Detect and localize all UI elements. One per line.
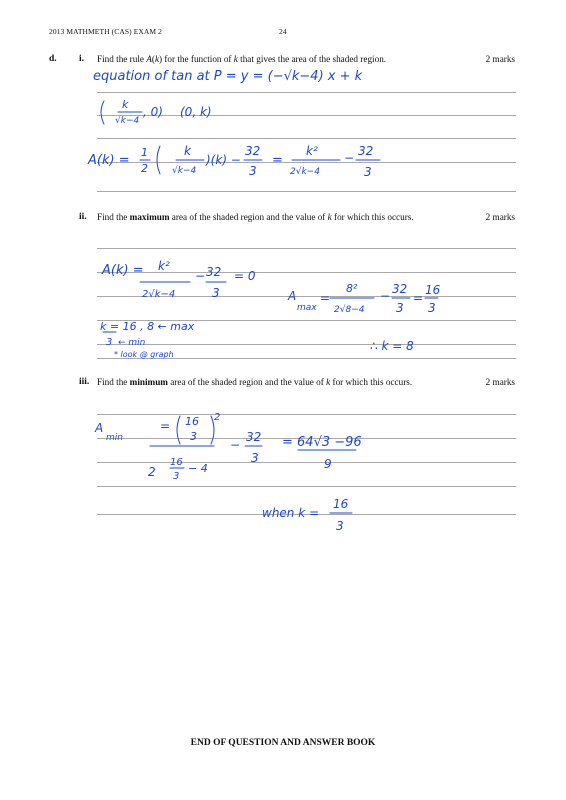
hw-iii-minus: − [230,438,241,452]
question-i-number: i. [79,54,85,64]
answer-line [97,414,516,415]
answer-line [97,92,516,93]
answer-line [97,514,516,515]
hw-when-k: when k = [262,506,320,520]
hw-32: 32 [245,144,261,158]
hw-ii-3b: 3 [396,301,404,315]
answer-line [97,462,516,463]
hw-therefore: ∴ k = 8 [370,339,414,353]
hw-2root8: 2√8−4 [334,305,365,315]
hw-times-k: )(k) − [206,153,241,167]
end-of-book-footer: END OF QUESTION AND ANSWER BOOK [190,738,376,748]
answer-line [97,486,516,487]
hw-ii-2root: 2√k−4 [142,289,176,300]
hw-half-den: 2 [141,162,148,175]
hw-3: 3 [249,164,257,178]
hw-ii-minus: − [195,269,206,283]
hw-over3: 3 [106,337,113,348]
answer-line [97,162,516,163]
hw-area-rule-lhs: A(k) = [88,153,130,168]
hw-k-num: k [184,144,191,158]
hw-square: 2 [214,412,221,423]
hw-iii-minus4: − 4 [188,462,208,475]
hw-amax-A: A [288,289,297,303]
part-label: d. [49,54,57,64]
hw-min-arrow: ← min [118,338,146,348]
page-number: 24 [279,27,287,36]
hw-minus: − [344,151,355,165]
hw-16-over: 16 [185,415,199,428]
answer-line [97,344,516,345]
question-i-text: Find the rule A(k) for the function of k that gives the area of the shaded region. [97,54,387,64]
hw-note-graph: * look @ graph [114,350,174,359]
hw-point2: (0, k) [180,105,212,119]
hw-ii-eq0: = 0 [234,269,256,283]
hw-amax-eq: = [320,291,331,305]
hw-2root: 2√k−4 [290,167,320,177]
answer-line [97,320,516,321]
question-ii-text: Find the maximum area of the shaded region and the value of k for which this occurs. [97,212,414,222]
question-ii-number: ii. [79,212,87,222]
hw-amin-sub: min [106,433,123,443]
hw-iii-2: 2 [148,465,156,479]
question-iii-number: iii. [79,377,90,387]
hw-16-3: 3 [190,430,197,443]
hw-amax-sub: max [297,303,317,313]
hw-result-den: 9 [324,457,332,471]
hw-amin-A: A [95,421,104,435]
answer-line [97,438,516,439]
hw-ii-eq2: = [413,291,424,305]
hw-ii-32: 32 [206,265,222,279]
hw-k-values: k = 16 , 8 ← max [100,320,195,333]
hw-ii-3: 3 [212,286,220,300]
hw-8squared: 8² [346,282,358,295]
answer-line [97,296,516,297]
hw-equals: = [272,153,283,168]
hw-ii-32b: 32 [392,282,408,296]
hw-iii-32: 32 [246,430,262,444]
hw-ii-lhs: A(k) = [102,263,144,278]
answer-line [97,138,516,139]
hw-tangent-equation: equation of tan at P = y = (−√k−4) x + k [93,69,363,84]
hw-k-squared: k² [306,144,318,158]
hw-point1-denominator: √k−4 [115,116,140,126]
question-iii-marks: 2 marks [485,377,515,387]
hw-min-result: = 64√3 −96 [282,435,362,450]
answer-line [97,358,516,359]
hw-k3: 3 [336,519,344,533]
question-ii-marks: 2 marks [485,212,515,222]
answer-line [97,191,516,192]
hw-k16: 16 [333,497,349,511]
hw-point1-numerator: k [122,98,129,111]
hw-amin-eq: = [160,419,171,433]
answer-line [97,272,516,273]
hw-point1-tail: , 0) [143,105,163,119]
hw-16: 16 [425,283,441,297]
hw-ii-k2: k² [158,259,170,273]
answer-line [97,248,516,249]
exam-header: 2013 MATHMETH (CAS) EXAM 2 [49,27,163,36]
hw-iii-16: 16 [170,457,183,468]
hw-half-num: 1 [141,146,148,159]
question-iii-text: Find the minimum area of the shaded region and the value of k for which this occurs. [97,377,413,387]
answer-line [97,115,516,116]
hw-root-den: √k−4 [172,166,197,176]
hw-3b: 3 [364,165,372,179]
hw-iii-over3: 3 [173,471,180,482]
hw-iii-3: 3 [251,451,259,465]
hw-32b: 32 [358,144,374,158]
hw-ii-minus2: − [380,289,391,303]
question-i-marks: 2 marks [485,54,515,64]
hw-3c: 3 [428,301,436,315]
